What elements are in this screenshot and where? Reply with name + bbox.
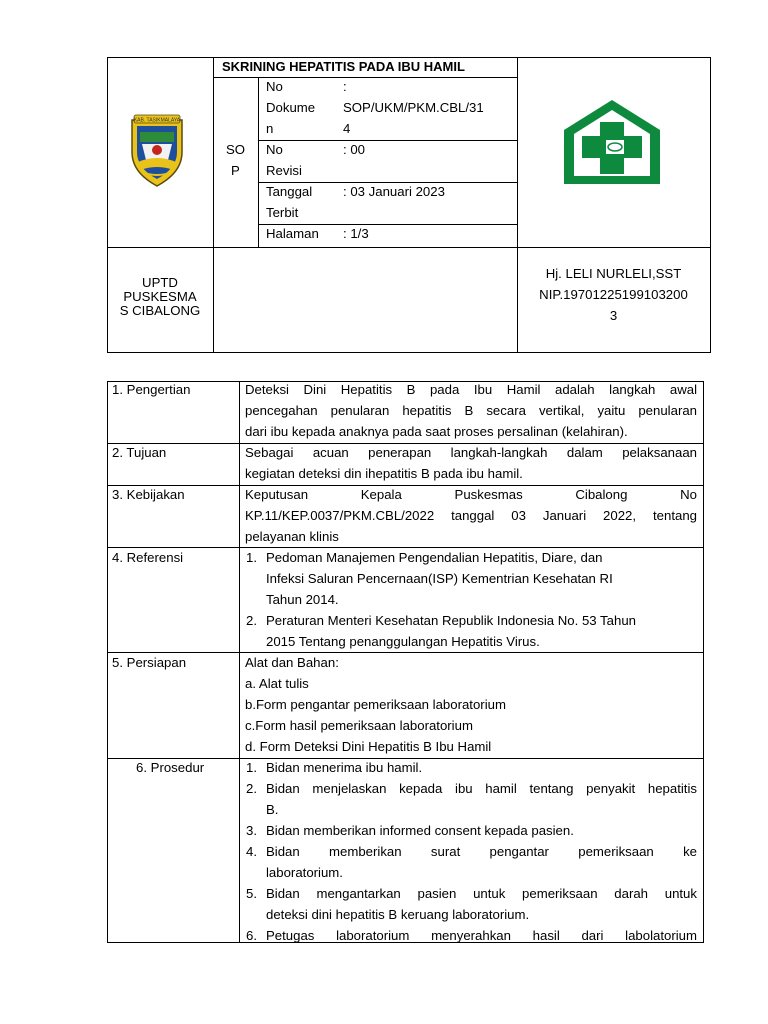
referensi-item-1-line-1: Pedoman Manajemen Pengendalian Hepatitis, Diare, dan xyxy=(266,550,603,565)
pengertian-line-3: dari ibu kepada anaknya pada saat proses persalinan (kelahiran). xyxy=(245,424,628,439)
puskesmas-logo xyxy=(560,96,664,188)
institution-line-2: PUSKESMA xyxy=(123,289,197,304)
referensi-item-2-line-2: 2015 Tentang penanggulangan Hepatitis Virus. xyxy=(266,634,540,649)
section-label-kebijakan: 3. Kebijakan xyxy=(112,487,185,502)
doc-no-colon: : xyxy=(343,79,347,94)
revision-label-1: No xyxy=(266,142,283,157)
doc-no-value-2: 4 xyxy=(343,121,351,136)
referensi-item-2-num: 2. xyxy=(246,613,257,628)
kebijakan-line-2: KP.11/KEP.0037/PKM.CBL/2022 tanggal 03 Januari 2022, tentang xyxy=(245,508,697,523)
sop-label-2: P xyxy=(231,163,240,178)
prosedur-item-2-num: 2. xyxy=(246,781,257,796)
page-label: Halaman xyxy=(266,226,319,241)
institution-line-1: UPTD xyxy=(142,275,178,290)
prosedur-item-6-line-1: Petugas laboratorium menyerahkan hasil dari labolatorium xyxy=(266,928,697,943)
prosedur-item-5-line-2: deteksi dini hepatitis B keruang laboratorium. xyxy=(266,907,530,922)
prosedur-item-4-line-1: Bidan memberikan surat pengantar pemeriksaan ke xyxy=(266,844,697,859)
section-label-referensi: 4. Referensi xyxy=(112,550,184,565)
tujuan-line-1: Sebagai acuan penerapan langkah-langkah dalam pelaksanaan xyxy=(245,445,697,460)
referensi-item-1-num: 1. xyxy=(246,550,257,565)
prosedur-item-2-line-2: B. xyxy=(266,802,279,817)
doc-no-label-1: No xyxy=(266,79,283,94)
document-title: SKRINING HEPATITIS PADA IBU HAMIL xyxy=(222,59,465,74)
page-value: : 1/3 xyxy=(343,226,369,241)
section-label-tujuan: 2. Tujuan xyxy=(112,445,167,460)
referensi-item-1-line-2: Infeksi Saluran Pencernaan(ISP) Kementrian Kesehatan RI xyxy=(266,571,613,586)
kebijakan-line-3: pelayanan klinis xyxy=(245,529,339,544)
prosedur-item-3-num: 3. xyxy=(246,823,257,838)
doc-no-label-2: Dokume xyxy=(266,100,316,115)
section-label-prosedur: 6. Prosedur xyxy=(136,760,205,775)
issue-date-value: : 03 Januari 2023 xyxy=(343,184,445,199)
prosedur-item-4-line-2: laboratorium. xyxy=(266,865,343,880)
referensi-item-1-line-3: Tahun 2014. xyxy=(266,592,339,607)
pengertian-line-1: Deteksi Dini Hepatitis B pada Ibu Hamil adalah langkah awal xyxy=(245,382,697,397)
persiapan-line-2: a. Alat tulis xyxy=(245,676,309,691)
sop-label-1: SO xyxy=(226,142,246,157)
kabupaten-crest-logo xyxy=(128,112,186,188)
institution-line-3: S CIBALONG xyxy=(119,303,201,318)
svg-text:KAB. TASIKMALAYA: KAB. TASIKMALAYA xyxy=(133,117,181,124)
issue-date-label-2: Terbit xyxy=(266,205,299,220)
doc-no-label-3: n xyxy=(266,121,274,136)
prosedur-item-1-line-1: Bidan menerima ibu hamil. xyxy=(266,760,423,775)
persiapan-line-3: b.Form pengantar pemeriksaan laboratorium xyxy=(245,697,506,712)
persiapan-line-5: d. Form Deteksi Dini Hepatitis B Ibu Hamil xyxy=(245,739,492,754)
pengertian-line-2: pencegahan penularan hepatitis B secara vertikal, yaitu penularan xyxy=(245,403,697,418)
section-label-persiapan: 5. Persiapan xyxy=(112,655,187,670)
institution-name xyxy=(107,276,213,318)
section-label-pengertian: 1. Pengertian xyxy=(112,382,191,397)
referensi-item-2-line-1: Peraturan Menteri Kesehatan Republik Indonesia No. 53 Tahun xyxy=(266,613,636,628)
kebijakan-line-1: Keputusan Kepala Puskesmas Cibalong No xyxy=(245,487,697,502)
tujuan-line-2: kegiatan deteksi din ihepatitis B pada ibu hamil. xyxy=(245,466,523,481)
persiapan-line-4: c.Form hasil pemeriksaan laboratorium xyxy=(245,718,473,733)
persiapan-line-1: Alat dan Bahan: xyxy=(245,655,339,670)
issue-date-label-1: Tanggal xyxy=(266,184,313,199)
prosedur-item-6-num: 6. xyxy=(246,928,257,943)
prosedur-item-5-line-1: Bidan mengantarkan pasien untuk pemeriksaan darah untuk xyxy=(266,886,697,901)
prosedur-item-2-line-1: Bidan menjelaskan kepada ibu hamil tentang penyakit hepatitis xyxy=(266,781,697,796)
signatory-block xyxy=(517,263,710,326)
prosedur-item-5-num: 5. xyxy=(246,886,257,901)
prosedur-item-4-num: 4. xyxy=(246,844,257,859)
prosedur-item-3-line-1: Bidan memberikan informed consent kepada pasien. xyxy=(266,823,574,838)
revision-value: : 00 xyxy=(343,142,365,157)
signatory-nip-2: 3 xyxy=(609,308,618,323)
prosedur-item-1-num: 1. xyxy=(246,760,257,775)
doc-no-value-1: SOP/UKM/PKM.CBL/31 xyxy=(343,100,484,115)
signatory-nip-1: NIP.19701225199103200 xyxy=(539,287,688,302)
signatory-name: Hj. LELI NURLELI,SST xyxy=(545,266,682,281)
revision-label-2: Revisi xyxy=(266,163,302,178)
